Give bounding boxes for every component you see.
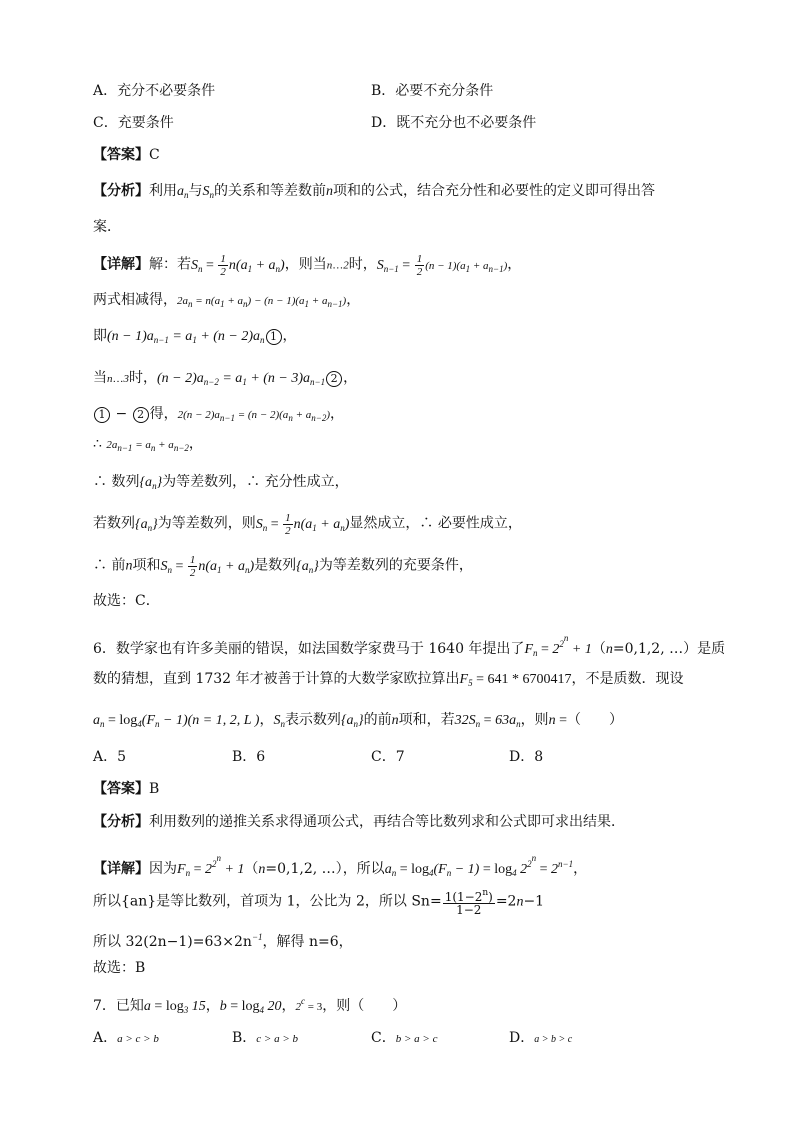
detail-tag: 【详解】 — [93, 861, 149, 877]
analysis-tag: 【分析】 — [93, 814, 149, 830]
q5-detail-line8: 若数列$\{a_n\}$为等差数列，则$S_n$ = $\frac{1}{2}$ $n(a_1 + a_n)$显然成立，∴ 必要性成立， — [93, 512, 522, 537]
analysis-tag: 【分析】 — [93, 183, 149, 199]
q6-conclusion: 故选：B — [93, 960, 146, 976]
q6-answer — [93, 779, 159, 799]
q5-detail-line5: 1 − 2 得，$2(n - 2)a_{n-1} = (n - 2)(a_n + a_{n-2})$， — [93, 404, 344, 428]
answer-tag: 【答案】 — [93, 781, 149, 797]
q6-analysis: 【分析】利用数列的递推关系求得通项公式，再结合等比数列求和公式即可求出结果． — [93, 814, 625, 830]
answer-value: B — [149, 781, 160, 797]
q5-option-c: C．充要条件 — [93, 115, 174, 131]
q6-option-c: C．7 — [371, 749, 405, 765]
answer-value: C — [149, 147, 160, 163]
q5-detail-line1: 【详解】解：若$S_n$ = $\frac{1}{2}$ $n(a_1 + a_n)$，则当n…2时，$S_{n-1}$ = $\frac{1}{2}$ $(n - 1)(a_1 + a_{n-1})$， — [93, 253, 522, 278]
q6-option-b: B．6 — [232, 749, 266, 765]
q6-stem-line2: 数的猜想，直到 1732 年才被善于计算的大数学家欧拉算出$F_5 = 641 * 6700417$，不是质数．现设 — [93, 671, 684, 688]
q5-option-d: D．既不充分也不必要条件 — [371, 115, 537, 131]
q5-detail-line6: ∴ $2a_{n-1} = a_n + a_{n-2}$， — [93, 436, 203, 453]
q5-analysis-line1: 【分析】利用$a_n$与$S_n$的关系和等差数前n项和的公式，结合充分性和必要性的定义即可得出答 — [93, 183, 655, 200]
q7-option-c: C．b > a > c — [371, 1030, 438, 1046]
q7-option-d: D．a > b > c — [509, 1030, 573, 1046]
q5-detail-line3: 即$(n - 1)a_{n-1} = a_1 + (n - 2)a_n$ 1 ， — [93, 328, 297, 345]
q6-option-d: D．8 — [509, 749, 544, 765]
detail-tag: 【详解】 — [93, 256, 149, 273]
q6-stem-line3: $a_n = \log_4(F_n - 1)(n = 1$, 2, L )，$S_n$表示数列$\{a_n\}$的前n项和，若$32S_n = 63a_n$，则n =（ ） — [93, 712, 623, 729]
q6-detail-line3: 所以 $32(2n-1)=63\times 2n^{-1}$，解得 n=6， — [93, 932, 353, 950]
q7-option-b: B．c > a > b — [232, 1030, 299, 1046]
q6-option-a: A．5 — [93, 749, 127, 765]
q5-conclusion: 故选：C． — [93, 593, 160, 609]
q5-detail-line9: ∴ 前n项和$S_n$ = $\frac{1}{2}$ $n(a_1 + a_n)$是数列$\{a_n\}$为等差数列的充要条件， — [93, 554, 473, 579]
q5-analysis-line2: 案． — [93, 219, 121, 235]
q6-detail-line2: 所以{an}是等比数列，首项为 1，公比为 2，所以 Sn= $\frac{1(1-2^n)}{1-2}$ =2n−1 — [93, 888, 545, 917]
q7-stem: 7．已知$a = \log_3 15$，$b = \log_4 20$，2$^c$ = 3，则（ ） — [93, 996, 407, 1015]
q7-option-a: A．a > c > b — [93, 1030, 159, 1046]
answer-tag: 【答案】 — [93, 147, 149, 163]
q5-detail-line2: 两式相减得，$2a_n = n(a_1 + a_n) - (n - 1)(a_1 + a_{n-1})$， — [93, 292, 361, 309]
q5-detail-line7: ∴ 数列$\{a_n\}$为等差数列，∴ 充分性成立， — [93, 474, 349, 491]
q5-detail-line4: 当n…3时，$(n - 2)a_{n-2} = a_1 + (n - 3)a_{n-1}$ 2 ， — [93, 370, 358, 387]
q5-option-a: A．充分不必要条件 — [93, 83, 216, 99]
q5-option-b: B．必要不充分条件 — [371, 83, 494, 99]
q5-answer — [93, 145, 160, 165]
q6-stem-line1: 6．数学家也有许多美丽的错误，如法国数学家费马于 1640 年提出了$F_n = 2^{2^n} + 1(n=0,1,2$, …）是质 — [93, 633, 726, 658]
q6-detail-line1: 【详解】因为$F_n = 2^{2^n} + 1(n=0,1,2$, …），所以$a_n = \log_4(F_n - 1) = \log_4 2^{2^n} = 2^{n-1}$， — [93, 853, 588, 878]
